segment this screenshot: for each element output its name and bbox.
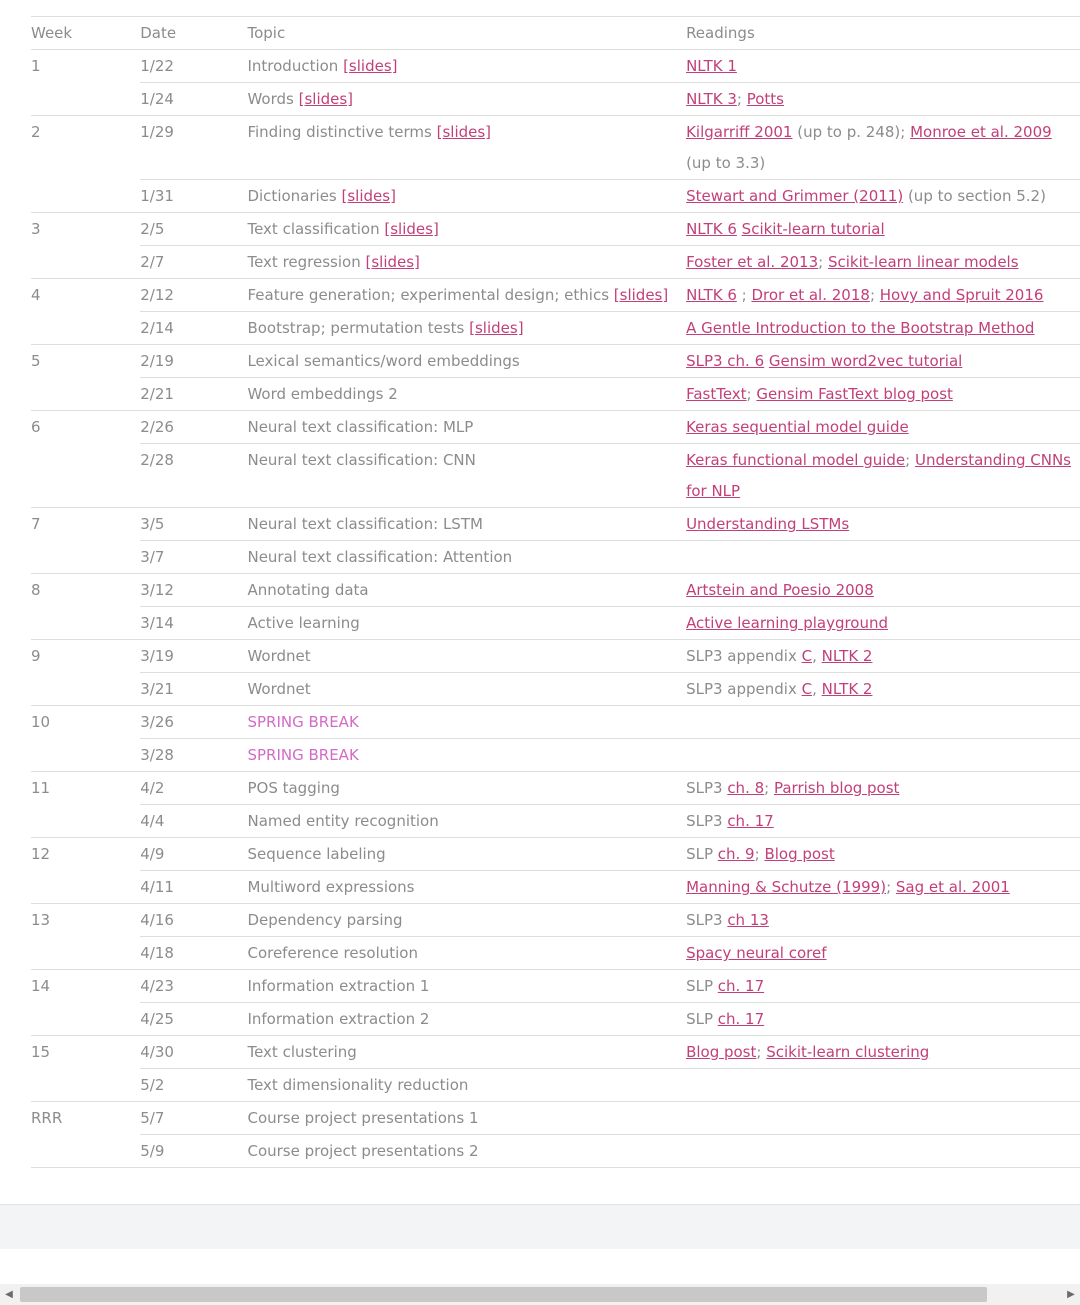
readings-cell	[686, 574, 1080, 607]
date-cell: 1/29	[140, 116, 247, 180]
readings-cell	[686, 838, 1080, 871]
readings-link[interactable]: Understanding LSTMs	[686, 515, 850, 533]
topic-text: Feature generation; experimental design; ethics	[247, 286, 614, 304]
readings-link[interactable]: Scikit-learn linear models	[827, 253, 1019, 271]
readings-cell	[686, 937, 1080, 970]
scroll-right-icon[interactable]: ▶	[1067, 1289, 1075, 1300]
schedule-row	[31, 871, 1080, 904]
topic-text: Text clustering	[247, 1043, 357, 1061]
topic-text: Finding distinctive terms	[247, 123, 437, 141]
topic-cell	[247, 706, 686, 739]
date-cell: 4/16	[140, 904, 247, 937]
date-cell: 2/19	[140, 345, 247, 378]
topic-text: Word embeddings 2	[247, 385, 398, 403]
schedule-row	[31, 1003, 1080, 1036]
topic-cell	[247, 345, 686, 378]
topic-cell	[247, 1102, 686, 1135]
week-cell	[31, 180, 140, 213]
date-cell: 4/23	[140, 970, 247, 1003]
readings-link[interactable]: NLTK 2	[821, 680, 873, 698]
date-cell: 2/26	[140, 411, 247, 444]
readings-cell	[686, 706, 1080, 739]
readings-cell	[686, 279, 1080, 312]
topic-text: Annotating data	[247, 581, 369, 599]
schedule-row	[31, 213, 1080, 246]
table-header	[31, 17, 1080, 50]
readings-cell	[686, 246, 1080, 279]
topic-text: Named entity recognition	[247, 812, 439, 830]
schedule-row	[31, 640, 1080, 673]
topic-text: Coreference resolution	[247, 944, 418, 962]
readings-text: SLP3	[686, 812, 728, 830]
topic-text: Dependency parsing	[247, 911, 403, 929]
week-cell	[31, 1069, 140, 1102]
topic-cell	[247, 574, 686, 607]
date-cell: 5/2	[140, 1069, 247, 1102]
topic-cell	[247, 1003, 686, 1036]
readings-cell	[686, 508, 1080, 541]
week-cell	[31, 83, 140, 116]
topic-text: Information extraction 1	[247, 977, 430, 995]
topic-text: Sequence labeling	[247, 845, 386, 863]
readings-text: SLP3 appendix	[686, 647, 802, 665]
topic-cell	[247, 1135, 686, 1168]
topic-link[interactable]: [slides]	[384, 220, 439, 238]
topic-link[interactable]: [slides]	[469, 319, 524, 337]
week-cell: 13	[31, 904, 140, 937]
topic-cell	[247, 180, 686, 213]
topic-text: Course project presentations 1	[247, 1109, 479, 1127]
readings-text: ;	[764, 779, 774, 797]
week-cell: 1	[31, 50, 140, 83]
readings-cell	[686, 83, 1080, 116]
readings-text: ;	[905, 451, 915, 469]
topic-cell	[247, 116, 686, 180]
readings-link[interactable]: Scikit-learn tutorial	[741, 220, 885, 238]
topic-cell	[247, 904, 686, 937]
readings-text: ;	[756, 1043, 767, 1061]
date-cell: 3/26	[140, 706, 247, 739]
date-cell: 2/7	[140, 246, 247, 279]
date-cell: 3/12	[140, 574, 247, 607]
week-cell: 3	[31, 213, 140, 246]
topic-cell	[247, 541, 686, 574]
date-cell: 2/5	[140, 213, 247, 246]
topic-cell	[247, 50, 686, 83]
date-cell: 4/4	[140, 805, 247, 838]
readings-text: ;	[869, 286, 880, 304]
topic-text: Text regression	[247, 253, 366, 271]
table-body	[31, 50, 1080, 1168]
readings-cell	[686, 345, 1080, 378]
readings-link[interactable]: NLTK 6	[686, 286, 737, 304]
readings-link[interactable]: A Gentle Introduction to the Bootstrap Method	[686, 319, 1035, 337]
readings-link[interactable]: Artstein and Poesio 2008	[686, 581, 874, 599]
schedule-row	[31, 1102, 1080, 1135]
scroll-left-icon[interactable]: ◀	[5, 1289, 13, 1300]
readings-cell	[686, 673, 1080, 706]
week-cell	[31, 739, 140, 772]
readings-cell	[686, 772, 1080, 805]
topic-link[interactable]: [slides]	[365, 253, 420, 271]
readings-cell	[686, 180, 1080, 213]
topic-text: Dictionaries	[247, 187, 342, 205]
horizontal-scrollbar[interactable]	[0, 1284, 1080, 1305]
schedule-row	[31, 838, 1080, 871]
topic-text: Wordnet	[247, 647, 311, 665]
schedule-row	[31, 904, 1080, 937]
header-readings: Readings	[686, 24, 755, 42]
week-cell	[31, 805, 140, 838]
date-cell: 3/5	[140, 508, 247, 541]
readings-link[interactable]: ch. 9	[717, 845, 755, 863]
readings-cell	[686, 444, 1080, 508]
schedule-row	[31, 246, 1080, 279]
readings-cell	[686, 378, 1080, 411]
week-cell: RRR	[31, 1102, 140, 1135]
week-cell	[31, 1135, 140, 1168]
readings-cell	[686, 640, 1080, 673]
topic-cell	[247, 279, 686, 312]
readings-link[interactable]: Gensim FastText blog post	[756, 385, 953, 403]
week-cell: 2	[31, 116, 140, 180]
readings-link[interactable]: Hovy and Spruit 2016	[879, 286, 1044, 304]
topic-cell	[247, 805, 686, 838]
readings-text: SLP	[686, 845, 718, 863]
topic-text: Neural text classification: Attention	[247, 548, 513, 566]
week-cell: 9	[31, 640, 140, 673]
readings-link[interactable]: C	[801, 680, 813, 698]
date-cell: 4/11	[140, 871, 247, 904]
readings-link[interactable]: Sag et al. 2001	[895, 878, 1010, 896]
date-cell: 3/14	[140, 607, 247, 640]
readings-link[interactable]: Blog post	[764, 845, 835, 863]
readings-link[interactable]: ch. 17	[727, 812, 774, 830]
readings-cell	[686, 871, 1080, 904]
readings-text: ;	[736, 90, 747, 108]
topic-text: Neural text classification: MLP	[247, 418, 474, 436]
readings-text: ;	[818, 253, 828, 271]
scrollbar-thumb[interactable]	[20, 1287, 987, 1302]
schedule-row	[31, 411, 1080, 444]
readings-link[interactable]: NLTK 3	[686, 90, 737, 108]
readings-link[interactable]: ch 13	[727, 911, 769, 929]
date-cell: 1/22	[140, 50, 247, 83]
readings-link[interactable]: Keras sequential model guide	[686, 418, 909, 436]
readings-cell	[686, 607, 1080, 640]
week-cell	[31, 541, 140, 574]
topic-cell	[247, 970, 686, 1003]
readings-cell	[686, 805, 1080, 838]
readings-cell	[686, 1003, 1080, 1036]
date-cell: 2/14	[140, 312, 247, 345]
date-cell: 2/12	[140, 279, 247, 312]
schedule-row	[31, 739, 1080, 772]
topic-cell	[247, 1036, 686, 1069]
topic-cell	[247, 838, 686, 871]
topic-text: Text dimensionality reduction	[247, 1076, 469, 1094]
week-cell	[31, 607, 140, 640]
readings-cell	[686, 970, 1080, 1003]
header-row	[31, 17, 1080, 50]
readings-text: ;	[754, 845, 765, 863]
topic-cell	[247, 1069, 686, 1102]
week-cell: 15	[31, 1036, 140, 1069]
readings-link[interactable]: NLTK 6	[686, 220, 737, 238]
topic-cell	[247, 246, 686, 279]
topic-link[interactable]: [slides]	[613, 286, 669, 304]
week-cell: 5	[31, 345, 140, 378]
week-cell: 8	[31, 574, 140, 607]
page-footer	[0, 1204, 1080, 1249]
schedule-row	[31, 772, 1080, 805]
topic-cell	[247, 607, 686, 640]
readings-cell	[686, 1102, 1080, 1135]
week-cell	[31, 871, 140, 904]
schedule-row	[31, 937, 1080, 970]
week-cell: 14	[31, 970, 140, 1003]
topic-cell	[247, 772, 686, 805]
date-cell: 4/30	[140, 1036, 247, 1069]
topic-text: Active learning	[247, 614, 360, 632]
date-cell: 3/19	[140, 640, 247, 673]
schedule-row	[31, 83, 1080, 116]
readings-link[interactable]: Keras functional model guide	[686, 451, 906, 469]
topic-link[interactable]: [slides]	[341, 187, 396, 205]
schedule-row	[31, 541, 1080, 574]
topic-cell	[247, 83, 686, 116]
schedule-row	[31, 116, 1080, 180]
readings-link[interactable]: Blog post	[686, 1043, 757, 1061]
readings-link[interactable]: Potts	[746, 90, 784, 108]
schedule-row	[31, 706, 1080, 739]
readings-link[interactable]: Foster et al. 2013	[686, 253, 819, 271]
readings-link[interactable]: Kilgarriff 2001	[686, 123, 793, 141]
schedule-row	[31, 444, 1080, 508]
readings-text: ;	[746, 385, 757, 403]
readings-link[interactable]: Manning & Schutze (1999)	[686, 878, 887, 896]
schedule-row	[31, 673, 1080, 706]
date-cell: 3/28	[140, 739, 247, 772]
readings-link[interactable]: ch. 17	[717, 977, 765, 995]
date-cell: 4/2	[140, 772, 247, 805]
week-cell	[31, 246, 140, 279]
topic-text: Text classification	[247, 220, 385, 238]
schedule-row	[31, 378, 1080, 411]
topic-text: Wordnet	[247, 680, 311, 698]
date-cell: 1/31	[140, 180, 247, 213]
header-date: Date	[140, 24, 177, 42]
schedule-row	[31, 312, 1080, 345]
topic-text: Multiword expressions	[247, 878, 415, 896]
readings-cell	[686, 50, 1080, 83]
date-cell: 2/28	[140, 444, 247, 508]
week-cell: 7	[31, 508, 140, 541]
readings-cell	[686, 1135, 1080, 1168]
date-cell: 4/18	[140, 937, 247, 970]
readings-cell	[686, 541, 1080, 574]
week-cell	[31, 937, 140, 970]
topic-text: Course project presentations 2	[247, 1142, 479, 1160]
date-cell: 1/24	[140, 83, 247, 116]
readings-link[interactable]: Parrish blog post	[773, 779, 900, 797]
header-topic: Topic	[247, 24, 286, 42]
readings-link[interactable]: Spacy neural coref	[686, 944, 827, 962]
topic-cell	[247, 739, 686, 772]
readings-cell	[686, 904, 1080, 937]
readings-text: (up to 3.3)	[686, 154, 766, 172]
topic-link[interactable]: [slides]	[298, 90, 354, 108]
schedule-row	[31, 345, 1080, 378]
topic-text: SPRING BREAK	[247, 713, 359, 731]
readings-link[interactable]: NLTK 2	[821, 647, 873, 665]
readings-link[interactable]: FastText	[686, 385, 747, 403]
week-cell	[31, 444, 140, 508]
readings-link[interactable]: ch. 8	[727, 779, 765, 797]
topic-text: Neural text classification: LSTM	[247, 515, 483, 533]
readings-text: SLP3 appendix	[686, 680, 802, 698]
date-cell: 5/9	[140, 1135, 247, 1168]
schedule-table	[31, 16, 1080, 1168]
readings-link[interactable]: Active learning playground	[686, 614, 889, 632]
schedule-row	[31, 508, 1080, 541]
schedule-row	[31, 180, 1080, 213]
schedule-row	[31, 805, 1080, 838]
schedule-row	[31, 1069, 1080, 1102]
header-week: Week	[31, 24, 73, 42]
date-cell: 4/25	[140, 1003, 247, 1036]
topic-text: Words	[247, 90, 299, 108]
date-cell: 3/7	[140, 541, 247, 574]
topic-text: Information extraction 2	[247, 1010, 430, 1028]
topic-cell	[247, 378, 686, 411]
week-cell: 4	[31, 279, 140, 312]
readings-text: ,	[812, 647, 822, 665]
date-cell: 5/7	[140, 1102, 247, 1135]
readings-link[interactable]: Dror et al. 2018	[751, 286, 870, 304]
topic-text: Neural text classification: CNN	[247, 451, 476, 469]
readings-link[interactable]: SLP3 ch. 6	[686, 352, 765, 370]
topic-cell	[247, 673, 686, 706]
topic-cell	[247, 640, 686, 673]
readings-cell	[686, 213, 1080, 246]
schedule-row	[31, 607, 1080, 640]
topic-text: Bootstrap; permutation tests	[247, 319, 470, 337]
week-cell: 11	[31, 772, 140, 805]
readings-link[interactable]: Scikit-learn clustering	[766, 1043, 930, 1061]
topic-cell	[247, 937, 686, 970]
readings-cell	[686, 1069, 1080, 1102]
readings-link[interactable]: Monroe et al. 2009	[910, 123, 1052, 141]
readings-text: SLP	[686, 1010, 718, 1028]
readings-cell	[686, 312, 1080, 345]
schedule-row	[31, 574, 1080, 607]
readings-link[interactable]: ch. 17	[717, 1010, 765, 1028]
readings-text: ;	[886, 878, 896, 896]
topic-cell	[247, 411, 686, 444]
topic-text: Introduction	[247, 57, 344, 75]
date-cell: 2/21	[140, 378, 247, 411]
week-cell	[31, 312, 140, 345]
topic-cell	[247, 444, 686, 508]
topic-cell	[247, 312, 686, 345]
readings-cell	[686, 739, 1080, 772]
readings-text: SLP3	[686, 779, 728, 797]
readings-text: SLP3	[686, 911, 728, 929]
readings-link[interactable]: NLTK 1	[686, 57, 737, 75]
topic-text: Lexical semantics/word embeddings	[247, 352, 520, 370]
topic-link[interactable]: [slides]	[343, 57, 398, 75]
schedule-row	[31, 970, 1080, 1003]
readings-link[interactable]: Stewart and Grimmer (2011)	[686, 187, 904, 205]
readings-text: (up to section 5.2)	[903, 187, 1046, 205]
topic-link[interactable]: [slides]	[436, 123, 492, 141]
schedule-row	[31, 1036, 1080, 1069]
readings-link[interactable]: C	[801, 647, 813, 665]
topic-text: POS tagging	[247, 779, 340, 797]
topic-cell	[247, 508, 686, 541]
schedule-row	[31, 279, 1080, 312]
readings-cell	[686, 116, 1080, 180]
readings-link[interactable]: Gensim word2vec tutorial	[768, 352, 963, 370]
week-cell: 6	[31, 411, 140, 444]
topic-cell	[247, 213, 686, 246]
readings-text: SLP	[686, 977, 718, 995]
schedule-row	[31, 50, 1080, 83]
week-cell: 12	[31, 838, 140, 871]
schedule-row	[31, 1135, 1080, 1168]
week-cell	[31, 673, 140, 706]
readings-text: ;	[736, 286, 752, 304]
readings-cell	[686, 1036, 1080, 1069]
readings-link[interactable]: Understanding CNNs for NLP	[686, 451, 1071, 500]
topic-text: SPRING BREAK	[247, 746, 359, 764]
week-cell	[31, 378, 140, 411]
week-cell: 10	[31, 706, 140, 739]
readings-cell	[686, 411, 1080, 444]
topic-cell	[247, 871, 686, 904]
date-cell: 4/9	[140, 838, 247, 871]
date-cell: 3/21	[140, 673, 247, 706]
readings-text: (up to p. 248);	[792, 123, 911, 141]
readings-text: ,	[812, 680, 822, 698]
week-cell	[31, 1003, 140, 1036]
